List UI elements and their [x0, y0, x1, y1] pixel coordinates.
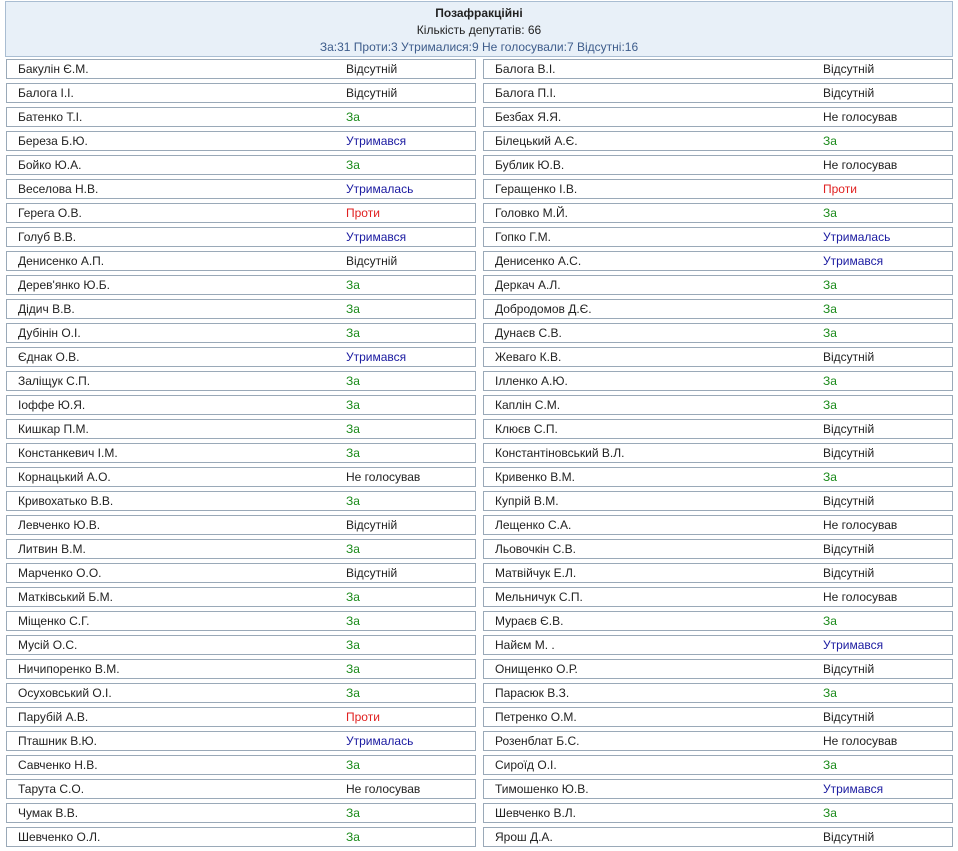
deputy-name: Дубінін О.І. [18, 326, 81, 340]
deputy-vote: Відсутній [823, 542, 875, 556]
deputy-vote: За [823, 326, 837, 340]
deputy-vote: Відсутній [823, 350, 875, 364]
deputy-row [483, 467, 953, 487]
deputy-vote: За [346, 398, 360, 412]
faction-header [5, 1, 953, 57]
deputy-row [6, 491, 476, 511]
deputy-name: Тарута С.О. [18, 782, 85, 796]
deputy-vote: Утримався [823, 782, 884, 796]
deputy-row [483, 563, 953, 583]
deputy-vote: Утримався [346, 230, 407, 244]
deputy-vote: За [346, 638, 360, 652]
deputy-row [6, 587, 476, 607]
deputy-vote: За [823, 686, 837, 700]
deputy-name: Парубій А.В. [18, 710, 89, 724]
deputy-row [483, 395, 953, 415]
deputy-vote: Не голосував [823, 518, 898, 532]
deputy-vote: Утримався [346, 134, 407, 148]
deputy-row [6, 371, 476, 391]
deputy-vote: За [346, 806, 360, 820]
deputy-vote: За [823, 302, 837, 316]
deputy-name: Матвійчук Е.Л. [495, 566, 577, 580]
deputy-vote: За [346, 278, 360, 292]
deputy-row [483, 155, 953, 175]
deputy-vote: Відсутній [823, 422, 875, 436]
deputy-name: Сироїд О.І. [495, 758, 557, 772]
deputy-vote: За [823, 374, 837, 388]
deputy-name: Константіновський В.Л. [495, 446, 625, 460]
deputy-vote: Утрималась [823, 230, 891, 244]
deputy-row [483, 131, 953, 151]
deputy-row [6, 395, 476, 415]
deputy-row [483, 779, 953, 799]
deputy-row [6, 539, 476, 559]
deputy-name: Іоффе Ю.Я. [18, 398, 86, 412]
deputy-name: Герега О.В. [18, 206, 82, 220]
deputy-vote: За [823, 398, 837, 412]
deputy-name: Матківський Б.М. [18, 590, 113, 604]
deputy-vote: Відсутній [823, 446, 875, 460]
deputy-vote: За [346, 422, 360, 436]
deputy-row [6, 131, 476, 151]
deputy-name: Петренко О.М. [495, 710, 577, 724]
deputy-name: Купрій В.М. [495, 494, 559, 508]
deputy-vote: Відсутній [346, 518, 398, 532]
deputy-row [483, 611, 953, 631]
deputy-vote: Відсутній [823, 710, 875, 724]
deputy-name: Констанкевич І.М. [18, 446, 118, 460]
deputy-name: Корнацький А.О. [18, 470, 111, 484]
deputy-vote: За [823, 278, 837, 292]
deputy-name: Деркач А.Л. [495, 278, 561, 292]
deputy-row [6, 227, 476, 247]
deputy-vote: За [346, 110, 360, 124]
deputy-vote: За [346, 374, 360, 388]
deputy-vote: Відсутній [823, 662, 875, 676]
deputy-name: Геращенко І.В. [495, 182, 578, 196]
deputy-name: Тимошенко Ю.В. [495, 782, 589, 796]
deputy-vote: Не голосував [823, 110, 898, 124]
deputy-row [483, 827, 953, 847]
deputy-row [6, 251, 476, 271]
deputy-row [6, 563, 476, 583]
deputy-row [6, 707, 476, 727]
deputy-row [483, 419, 953, 439]
deputy-row [483, 443, 953, 463]
deputy-row [483, 83, 953, 103]
deputy-row [483, 755, 953, 775]
deputy-name: Бойко Ю.А. [18, 158, 82, 172]
deputy-vote: Не голосував [823, 590, 898, 604]
deputy-vote: Відсутній [346, 62, 398, 76]
deputy-name: Гопко Г.М. [495, 230, 551, 244]
deputy-row [483, 635, 953, 655]
deputy-name: Дідич В.В. [18, 302, 75, 316]
deputy-row [6, 611, 476, 631]
deputy-vote: Відсутній [823, 494, 875, 508]
deputy-name: Савченко Н.В. [18, 758, 98, 772]
deputy-name: Шевченко В.Л. [495, 806, 576, 820]
deputy-row [6, 515, 476, 535]
deputy-name: Парасюк В.З. [495, 686, 570, 700]
deputy-name: Заліщук С.П. [18, 374, 91, 388]
deputy-vote: Відсутній [823, 566, 875, 580]
deputy-row [483, 731, 953, 751]
deputy-row [483, 179, 953, 199]
deputy-row [6, 443, 476, 463]
deputy-vote: За [823, 206, 837, 220]
deputy-vote: За [346, 662, 360, 676]
deputy-name: Бакулін Є.М. [18, 62, 89, 76]
deputy-vote: Відсутній [823, 86, 875, 100]
deputy-name: Левченко Ю.В. [18, 518, 101, 532]
deputy-row [483, 539, 953, 559]
deputy-name: Мусій О.С. [18, 638, 78, 652]
deputy-vote: Утрималась [346, 182, 414, 196]
deputy-vote: За [346, 830, 360, 844]
deputy-row [483, 323, 953, 343]
deputy-row [6, 827, 476, 847]
deputy-row [6, 107, 476, 127]
deputy-row [483, 299, 953, 319]
deputy-name: Денисенко А.П. [18, 254, 105, 268]
deputy-name: Литвин В.М. [18, 542, 86, 556]
deputy-row [6, 659, 476, 679]
deputy-name: Ярош Д.А. [495, 830, 553, 844]
deputy-name: Дунаєв С.В. [495, 326, 562, 340]
deputy-name: Льовочкін С.В. [495, 542, 576, 556]
deputy-name: Денисенко А.С. [495, 254, 582, 268]
deputy-vote: За [823, 806, 837, 820]
deputy-vote: Не голосував [823, 158, 898, 172]
deputy-row [483, 371, 953, 391]
deputy-row [6, 83, 476, 103]
deputy-name: Балога В.І. [495, 62, 556, 76]
deputy-vote: За [823, 134, 837, 148]
deputy-name: Осуховський О.І. [18, 686, 112, 700]
deputy-row [483, 347, 953, 367]
deputy-name: Дерев'янко Ю.Б. [18, 278, 110, 292]
vote-summary: За:31 Проти:3 Утрималися:9 Не голосували:7 Відсутні:16 [319, 40, 639, 54]
deputy-row [483, 803, 953, 823]
deputy-row [483, 203, 953, 223]
deputy-vote: За [346, 302, 360, 316]
deputy-row [6, 323, 476, 343]
deputy-row [6, 755, 476, 775]
deputy-row [6, 635, 476, 655]
deputies-column-right [483, 59, 953, 851]
deputy-row [483, 515, 953, 535]
deputy-row [483, 683, 953, 703]
deputy-row [483, 491, 953, 511]
deputy-name: Жеваго К.В. [495, 350, 562, 364]
deputy-name: Пташник В.Ю. [18, 734, 97, 748]
deputy-name: Батенко Т.І. [18, 110, 83, 124]
deputy-vote: За [346, 590, 360, 604]
deputy-name: Онищенко О.Р. [495, 662, 578, 676]
deputy-row [483, 251, 953, 271]
deputy-name: Ілленко А.Ю. [495, 374, 568, 388]
deputy-row [6, 179, 476, 199]
deputy-name: Береза Б.Ю. [18, 134, 88, 148]
deputy-name: Мураєв Є.В. [495, 614, 564, 628]
deputy-row [6, 203, 476, 223]
deputy-row [6, 59, 476, 79]
deputy-row [483, 707, 953, 727]
deputy-name: Лещенко С.А. [495, 518, 572, 532]
deputy-row [483, 659, 953, 679]
deputy-row [6, 779, 476, 799]
deputy-row [6, 683, 476, 703]
deputy-name: Марченко О.О. [18, 566, 102, 580]
deputy-row [6, 299, 476, 319]
deputy-name: Ничипоренко В.М. [18, 662, 120, 676]
deputy-name: Мельничук С.П. [495, 590, 583, 604]
deputy-name: Найєм М. . [495, 638, 555, 652]
deputy-name: Голуб В.В. [18, 230, 77, 244]
deputy-name: Білецький А.Є. [495, 134, 578, 148]
deputy-name: Кривенко В.М. [495, 470, 575, 484]
deputy-name: Веселова Н.В. [18, 182, 99, 196]
deputy-name: Балога І.І. [18, 86, 74, 100]
deputy-vote: Утримався [823, 638, 884, 652]
deputy-vote: Утримався [346, 350, 407, 364]
deputy-name: Чумак В.В. [18, 806, 79, 820]
deputy-row [6, 731, 476, 751]
deputy-vote: Відсутній [823, 62, 875, 76]
deputy-vote: За [346, 446, 360, 460]
deputy-vote: Проти [346, 710, 380, 724]
deputy-row [483, 587, 953, 607]
faction-title: Позафракційні [435, 6, 523, 20]
deputy-row [483, 59, 953, 79]
deputy-name: Головко М.Й. [495, 206, 568, 220]
deputy-vote: Не голосував [346, 470, 421, 484]
deputy-vote: Не голосував [823, 734, 898, 748]
deputy-name: Кривохатько В.В. [18, 494, 114, 508]
deputy-vote: За [823, 470, 837, 484]
deputy-row [6, 467, 476, 487]
deputy-row [6, 347, 476, 367]
deputy-vote: Проти [346, 206, 380, 220]
deputy-vote: За [346, 758, 360, 772]
deputy-vote: Проти [823, 182, 857, 196]
deputy-vote: За [346, 542, 360, 556]
deputy-name: Розенблат Б.С. [495, 734, 580, 748]
deputy-name: Міщенко С.Г. [18, 614, 90, 628]
deputy-vote: Не голосував [346, 782, 421, 796]
deputy-vote: Відсутній [823, 830, 875, 844]
deputy-vote: Відсутній [346, 254, 398, 268]
deputy-vote: Утримався [823, 254, 884, 268]
deputy-vote: Відсутній [346, 86, 398, 100]
deputy-vote: За [346, 686, 360, 700]
deputy-vote: За [346, 614, 360, 628]
deputy-vote: За [346, 326, 360, 340]
deputy-name: Шевченко О.Л. [18, 830, 101, 844]
deputy-vote: Відсутній [346, 566, 398, 580]
deputy-name: Балога П.І. [495, 86, 557, 100]
deputy-name: Кишкар П.М. [18, 422, 89, 436]
deputy-row [6, 419, 476, 439]
deputy-vote: За [823, 614, 837, 628]
deputy-row [483, 227, 953, 247]
deputy-row [483, 275, 953, 295]
deputy-name: Каплін С.М. [495, 398, 561, 412]
deputy-name: Клюєв С.П. [495, 422, 558, 436]
deputy-name: Добродомов Д.Є. [495, 302, 592, 316]
deputy-row [483, 107, 953, 127]
deputy-row [6, 155, 476, 175]
deputy-name: Єднак О.В. [18, 350, 80, 364]
deputy-name: Бублик Ю.В. [495, 158, 565, 172]
deputy-row [6, 803, 476, 823]
deputies-column-left [6, 59, 476, 851]
deputy-vote: За [346, 494, 360, 508]
deputy-vote: Утрималась [346, 734, 414, 748]
deputies-count: Кількість депутатів: 66 [416, 23, 542, 37]
deputy-row [6, 275, 476, 295]
deputy-vote: За [346, 158, 360, 172]
deputy-name: Безбах Я.Я. [495, 110, 562, 124]
deputy-vote: За [823, 758, 837, 772]
